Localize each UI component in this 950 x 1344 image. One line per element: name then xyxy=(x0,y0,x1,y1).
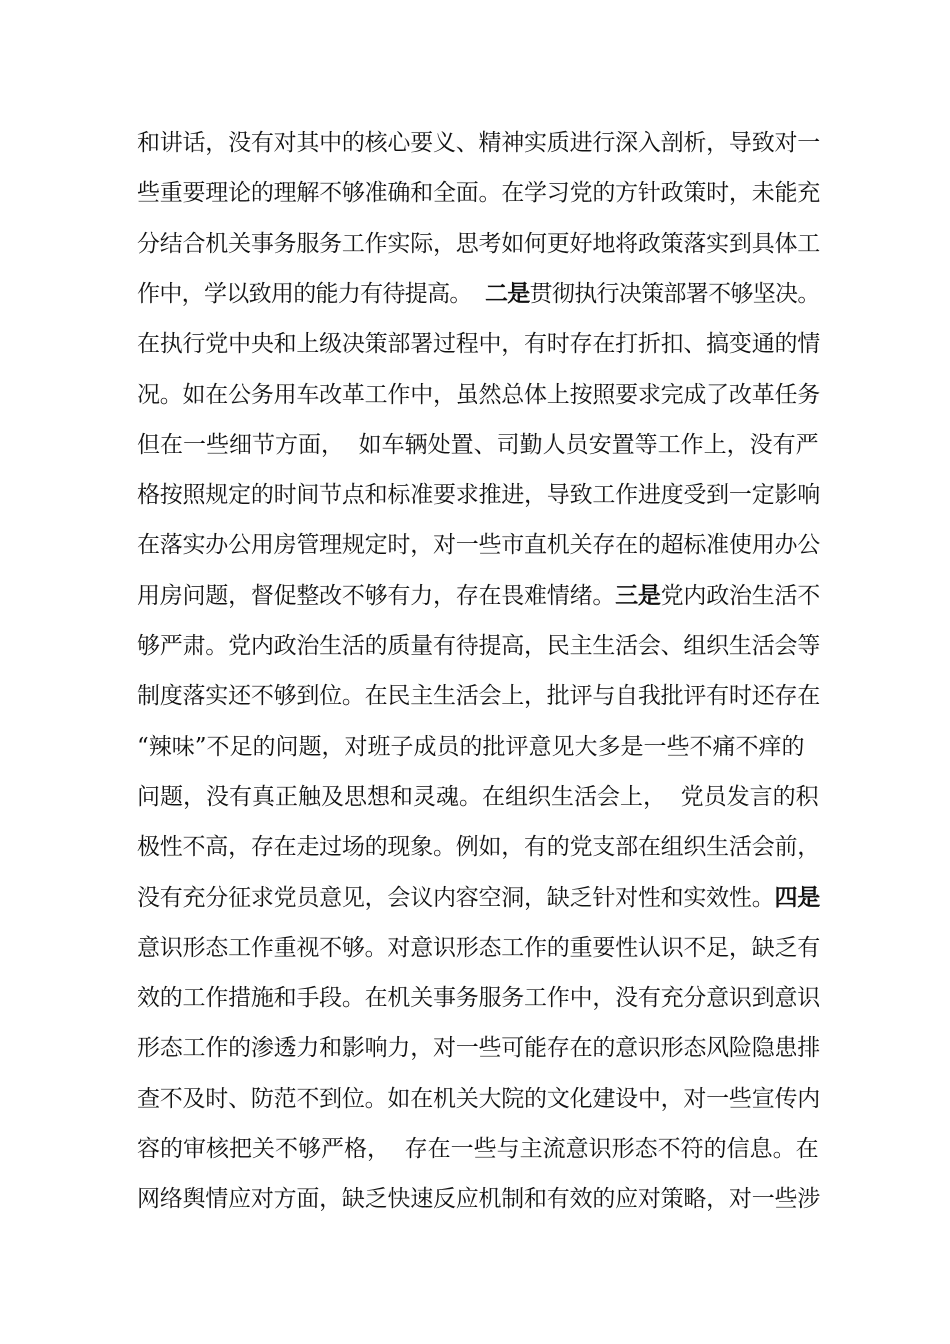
text-line xyxy=(137,832,820,862)
text-line xyxy=(137,782,819,812)
text-line xyxy=(137,983,820,1013)
text-line xyxy=(137,1184,820,1214)
text-segment: 制度落实还不够到位。在民主生活会上，批评与自我批评有时还存在 xyxy=(137,683,821,710)
text-line xyxy=(137,380,820,410)
text-segment: 形态工作的渗透力和影响力，对一些可能存在的意识形态风险隐患排 xyxy=(137,1035,821,1062)
text-line xyxy=(137,329,820,359)
text-line xyxy=(137,279,820,309)
text-segment: 但在一些细节方面， 如车辆处置、司勤人员安置等工作上，没有严 xyxy=(137,431,819,458)
text-segment: 格按照规定的时间节点和标准要求推进，导致工作进度受到一定影响 xyxy=(137,482,821,509)
text-segment: 和讲话，没有对其中的核心要义、精神实质进行深入剖析，导致对一 xyxy=(137,130,821,156)
text-line xyxy=(137,933,820,963)
text-line xyxy=(137,430,819,460)
text-line xyxy=(137,1033,820,1063)
text-line xyxy=(137,732,805,762)
text-segment: 极性不高，存在走过场的现象。例如，有的党支部在组织生活会前， xyxy=(137,834,821,861)
text-line xyxy=(137,128,820,158)
text-segment: 在落实办公用房管理规定时，对一些市直机关存在的超标准使用办公 xyxy=(137,532,821,559)
text-line xyxy=(137,530,820,560)
text-line xyxy=(137,178,820,208)
text-line xyxy=(137,883,820,913)
text-segment: 问题，没有真正触及思想和灵魂。在组织生活会上， 党员发言的积 xyxy=(137,783,819,810)
text-line xyxy=(137,229,820,259)
text-segment: 贯彻执行决策部署不够坚决。 xyxy=(529,280,820,307)
text-segment: 够严肃。党内政治生活的质量有待提高，民主生活会、组织生活会等 xyxy=(137,633,821,659)
bold-keyword: 四是 xyxy=(774,883,821,911)
text-line xyxy=(137,1134,819,1164)
bold-keyword: 二是 xyxy=(484,279,530,307)
text-segment: 查不及时、防范不到位。如在机关大院的文化建设中，对一些宣传内 xyxy=(137,1085,821,1112)
text-segment: 些重要理论的理解不够准确和全面。在学习党的方针政策时，未能充 xyxy=(137,180,821,207)
text-segment: 意识形态工作重视不够。对意识形态工作的重要性认识不足，缺乏有 xyxy=(137,934,821,961)
text-segment: 作中，学以致用的能力有待提高。 xyxy=(137,280,485,307)
text-segment: 效的工作措施和手段。在机关事务服务工作中，没有充分意识到意识 xyxy=(137,985,821,1012)
text-segment: 网络舆情应对方面，缺乏快速反应机制和有效的应对策略，对一些涉 xyxy=(137,1186,821,1213)
text-line xyxy=(137,631,820,661)
text-line xyxy=(137,480,820,510)
text-segment: 分结合机关事务服务工作实际，思考如何更好地将政策落实到具体工 xyxy=(137,230,821,257)
text-segment: 容的审核把关不够严格， 存在一些与主流意识形态不符的信息。在 xyxy=(137,1136,819,1162)
text-segment: 况。如在公务用车改革工作中，虽然总体上按照要求完成了改革任务 xyxy=(137,381,821,408)
text-line xyxy=(137,681,820,711)
text-segment: 在执行党中央和上级决策部署过程中，有时存在打折扣、搞变通的情 xyxy=(137,331,821,358)
text-line xyxy=(137,581,820,611)
text-segment: 没有充分征求党员意见，会议内容空洞，缺乏针对性和实效性。 xyxy=(137,884,775,911)
bold-keyword: 三是 xyxy=(615,581,661,609)
text-line xyxy=(137,1084,820,1114)
text-segment: 用房问题，督促整改不够有力，存在畏难情绪。 xyxy=(137,582,616,609)
text-segment: 党内政治生活不 xyxy=(660,582,821,609)
text-segment: “辣味”不足的问题，对班子成员的批评意见大多是一些不痛不痒的 xyxy=(137,733,805,760)
